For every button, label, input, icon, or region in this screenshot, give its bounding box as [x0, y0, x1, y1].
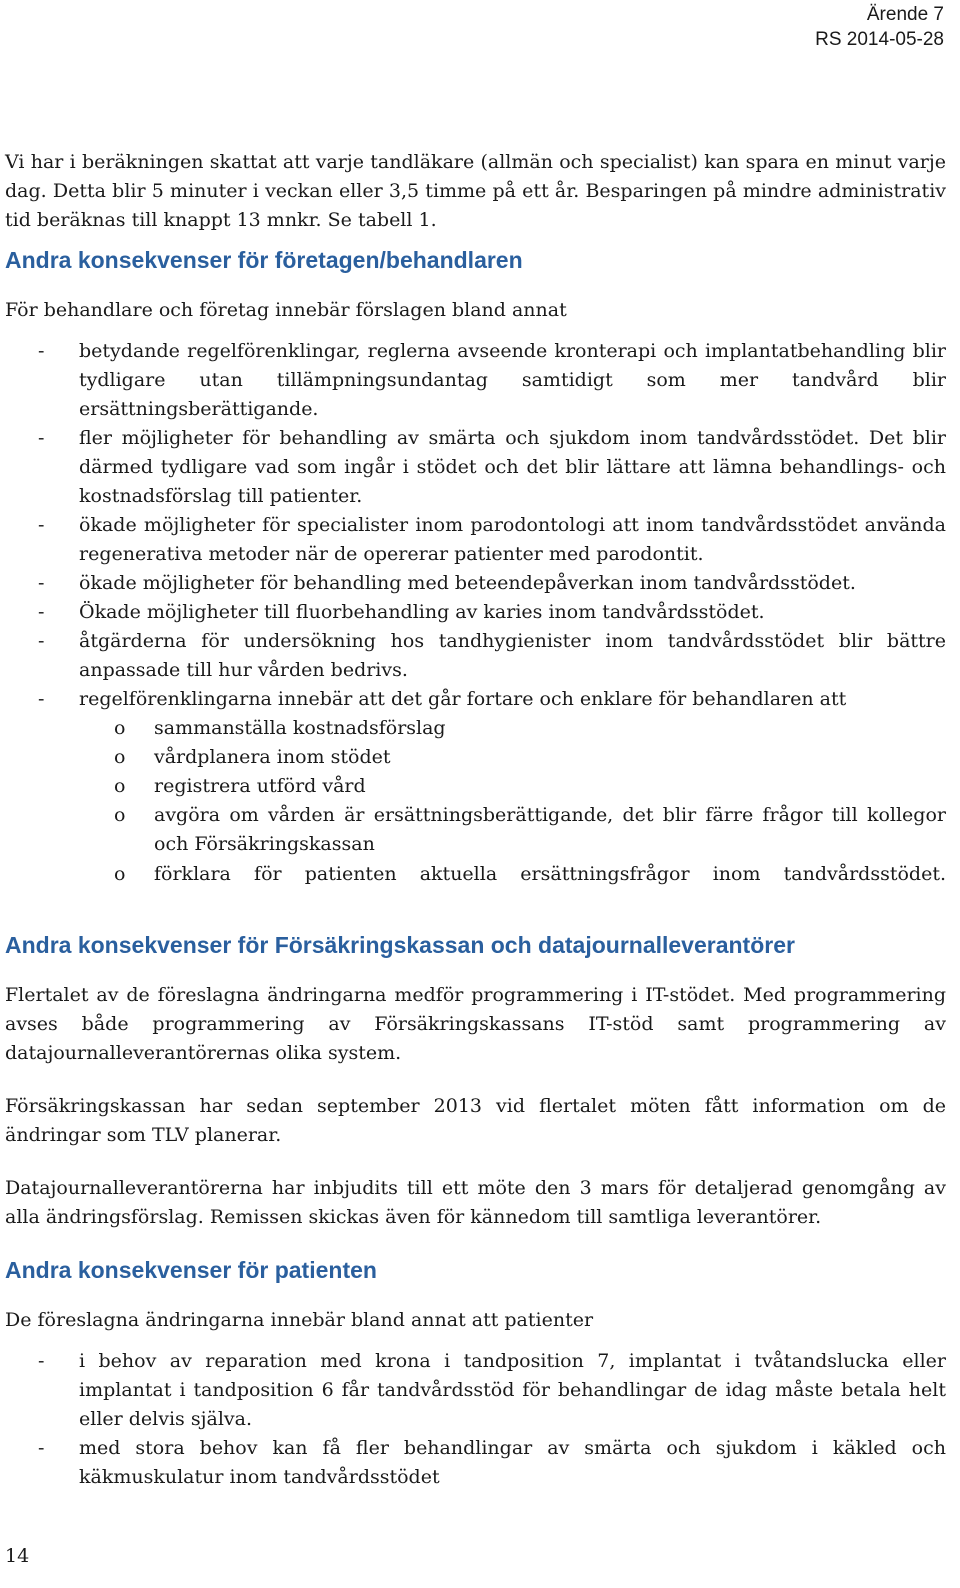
list-item-text: regelförenklingarna innebär att det går fortare och enklare för behandlaren att	[79, 688, 847, 710]
sub-list-item	[5, 772, 946, 801]
sub-marker: o	[114, 746, 126, 768]
section3-list	[5, 1347, 946, 1492]
section2-paragraph-2: Försäkringskassan har sedan september 2013 vid flertalet möten fått information om de ändringar som TLV planerar.	[5, 1095, 946, 1146]
sub-list	[5, 714, 946, 889]
list-item	[5, 598, 946, 627]
list-item-text: ökade möjligheter för specialister inom parodontologi att inom tandvårdsstödet använda regenerativa metoder när de opererar patienter med parodontit.	[79, 514, 946, 565]
sub-marker: o	[114, 863, 126, 885]
sub-list-item	[5, 801, 946, 859]
list-item-text: ökade möjligheter för behandling med beteendepåverkan inom tandvårdsstödet.	[79, 572, 856, 594]
list-item	[5, 627, 946, 685]
dash-marker: -	[38, 1350, 45, 1372]
sub-list-item	[5, 714, 946, 743]
list-item	[5, 511, 946, 569]
section3-lead: De föreslagna ändringarna innebär bland annat att patienter	[5, 1309, 594, 1331]
page-number: 14	[5, 1545, 30, 1567]
section1-lead: För behandlare och företag innebär förslagen bland annat	[5, 299, 567, 321]
list-item-text: betydande regelförenklingar, reglerna avseende kronterapi och implantatbehandling blir tydligare utan tillämpningsundantag samtidigt som mer tandvård blir ersättningsberättigande.	[79, 340, 946, 420]
sub-item-text: registrera utförd vård	[154, 775, 366, 797]
list-item-text: i behov av reparation med krona i tandposition 7, implantat i tvåtandslucka eller implantat i tandposition 6 får tandvårdsstöd för behandlingar de idag måste betala helt eller delvis själva.	[79, 1350, 946, 1430]
list-item	[5, 1434, 946, 1492]
sub-list-item	[5, 743, 946, 772]
dash-marker: -	[38, 514, 45, 536]
dash-marker: -	[38, 340, 45, 362]
sub-list-item	[5, 860, 946, 889]
section2-paragraph-3: Datajournalleverantörerna har inbjudits till ett möte den 3 mars för detaljerad genomgång av alla ändringsförslag. Remissen skickas även för kännedom till samtliga leverantörer.	[5, 1177, 946, 1228]
section3-heading: Andra konsekvenser för patienten	[5, 1257, 377, 1283]
document-body	[5, 148, 946, 1492]
dash-marker: -	[38, 601, 45, 623]
header-date: RS 2014-05-28	[815, 29, 944, 50]
list-item-text: med stora behov kan få fler behandlingar av smärta och sjukdom i käkled och käkmuskulatur inom tandvårdsstödet	[79, 1437, 946, 1488]
dash-marker: -	[38, 572, 45, 594]
dash-marker: -	[38, 1437, 45, 1459]
section1-list	[5, 337, 946, 889]
list-item-text: fler möjligheter för behandling av smärta och sjukdom inom tandvårdsstödet. Det blir därmed tydligare vad som ingår i stödet och det blir lättare att lämna behandlings- och kostnadsförslag till patienter.	[79, 427, 946, 507]
section1-heading: Andra konsekvenser för företagen/behandlaren	[5, 247, 523, 273]
list-item-text: åtgärderna för undersökning hos tandhygienister inom tandvårdsstödet blir bättre anpassade till hur vården bedrivs.	[79, 630, 946, 681]
sub-item-text: förklara för patienten aktuella ersättningsfrågor inom tandvårdsstödet.	[154, 863, 946, 885]
sub-item-text: avgöra om vården är ersättningsberättigande, det blir färre frågor till kollegor och Försäkringskassan	[154, 804, 946, 855]
dash-marker: -	[38, 630, 45, 652]
list-item	[5, 569, 946, 598]
sub-item-text: vårdplanera inom stödet	[154, 746, 391, 768]
list-item	[5, 685, 946, 889]
page-header	[815, 2, 944, 52]
section2-heading: Andra konsekvenser för Försäkringskassan och datajournalleverantörer	[5, 932, 795, 958]
list-item	[5, 337, 946, 424]
sub-marker: o	[114, 775, 126, 797]
dash-marker: -	[38, 427, 45, 449]
list-item	[5, 424, 946, 511]
sub-marker: o	[114, 717, 126, 739]
intro-paragraph: Vi har i beräkningen skattat att varje tandläkare (allmän och specialist) kan spara en minut varje dag. Detta blir 5 minuter i veckan eller 3,5 timme på ett år. Besparingen på mindre administrativ tid beräknas till knappt 13 mnkr. Se tabell 1.	[5, 151, 946, 231]
sub-item-text: sammanställa kostnadsförslag	[154, 717, 446, 739]
dash-marker: -	[38, 688, 45, 710]
section2-paragraph-1: Flertalet av de föreslagna ändringarna medför programmering i IT-stödet. Med programmering avses både programmering av Försäkringskassans IT-stöd samt programmering av datajournalleverantörernas olika system.	[5, 984, 946, 1064]
sub-marker: o	[114, 804, 126, 826]
header-case-number: Ärende 7	[866, 4, 944, 25]
list-item-text: Ökade möjligheter till fluorbehandling av karies inom tandvårdsstödet.	[79, 601, 765, 623]
list-item	[5, 1347, 946, 1434]
